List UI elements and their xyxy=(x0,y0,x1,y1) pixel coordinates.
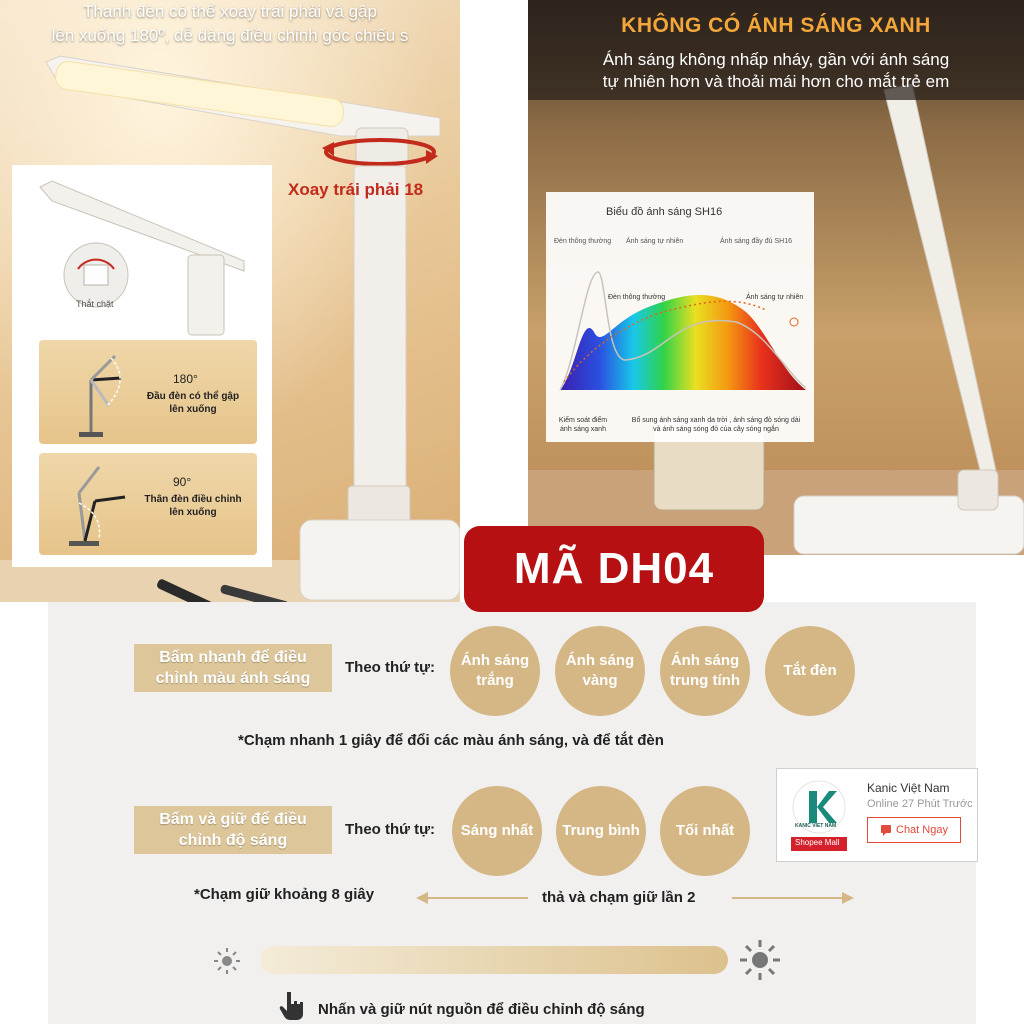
fold-body-desc-line2: lên xuống xyxy=(169,507,217,518)
bottom-note: Nhấn và giữ nút nguồn để điều chỉnh độ sáng xyxy=(318,1001,645,1018)
blue-light-subtitle-1: Ánh sáng không nhấp nháy, gần với ánh sáng xyxy=(602,50,950,69)
legend-normal: Đèn thông thường xyxy=(554,238,612,245)
hold-press-line1: Bấm và giữ để điều xyxy=(159,811,307,828)
step-neutral-line2: trung tính xyxy=(670,672,740,689)
blue-light-title: KHÔNG CÓ ÁNH SÁNG XANH xyxy=(621,14,931,37)
heading-line-2: lên xuống 180º, dễ dàng điều chỉnh góc chiếu s xyxy=(51,26,409,45)
shop-online-status: Online 27 Phút Trước xyxy=(867,798,973,810)
logo-text: KANIC VIET NAM xyxy=(795,823,837,829)
step-brightest xyxy=(452,786,542,876)
product-code-badge: MÃ DH04 xyxy=(464,526,764,612)
chat-icon xyxy=(880,824,892,836)
chat-now-button[interactable] xyxy=(867,817,961,843)
hold-press-box xyxy=(134,806,332,854)
release-note: thả và chạm giữ lần 2 xyxy=(542,889,696,906)
chart-bottom-left-note xyxy=(552,416,614,434)
fold-head-desc-line2: lên xuống xyxy=(169,404,217,415)
chart-bottom-left-line1: Kiểm soát điểm xyxy=(558,417,608,424)
step-white-light xyxy=(450,626,540,716)
quick-press-line2: chỉnh màu ánh sáng xyxy=(155,670,311,687)
quick-press-box xyxy=(134,644,332,692)
chart-bottom-right-note xyxy=(622,416,810,434)
order-label-row1: Theo thứ tự: xyxy=(345,659,436,676)
hand-pointer-icon xyxy=(278,990,304,1020)
step-yellow-line2: vàng xyxy=(582,672,618,689)
dim-sun-icon xyxy=(212,946,242,976)
chart-bottom-right-line1: Bổ sung ánh sáng xanh da trời , ánh sáng đỏ sóng dài xyxy=(631,417,801,424)
shop-name[interactable]: Kanic Việt Nam xyxy=(867,781,950,795)
label-normal-light: Đèn thông thường xyxy=(608,294,666,301)
step-neutral-light xyxy=(660,626,750,716)
fold-head-desc xyxy=(135,390,251,416)
step-medium-label: Trung bình xyxy=(562,822,640,839)
step-darkest xyxy=(660,786,750,876)
fold-body-card xyxy=(39,453,257,555)
step-neutral-line1: Ánh sáng xyxy=(670,652,740,669)
quick-press-line1: Bấm nhanh để điều xyxy=(159,649,307,666)
arrow-left-icon xyxy=(414,888,534,908)
step-off-line1: Tắt đèn xyxy=(783,662,837,679)
degree-90: 90° xyxy=(173,475,192,489)
hold-press-line2: chỉnh độ sáng xyxy=(178,832,288,849)
chart-bottom-left-line2: ánh sáng xanh xyxy=(560,426,606,433)
legend-sh16: Ánh sáng đầy đủ SH16 xyxy=(720,238,792,245)
step-yellow-line1: Ánh sáng xyxy=(565,652,635,669)
spectrum-graphic xyxy=(546,252,814,412)
step-darkest-label: Tối nhất xyxy=(675,822,735,839)
step-white-line2: trắng xyxy=(476,672,514,689)
chart-bottom-right-line2: và ánh sáng sóng đỏ của cây sóng ngắn xyxy=(653,426,779,433)
step-white-line1: Ánh sáng xyxy=(460,652,530,669)
fold-head-desc-line1: Đầu đèn có thể gập xyxy=(146,391,240,402)
shopee-mall-badge: Shopee Mall xyxy=(795,838,840,847)
fold-body-diagram xyxy=(39,453,129,555)
chat-now-label: Chat Ngay xyxy=(896,824,948,836)
brightness-bar xyxy=(260,946,728,974)
legend-natural: Ánh sáng tự nhiên xyxy=(626,238,684,245)
step-yellow-light xyxy=(555,626,645,716)
degree-180: 180° xyxy=(173,372,198,386)
step-medium xyxy=(556,786,646,876)
fold-head-card xyxy=(39,340,257,444)
heading-line-1: Thanh đèn có thể xoay trái phải và gập xyxy=(83,2,377,21)
step-light-off xyxy=(765,626,855,716)
fold-body-desc-line1: Thân đèn điều chỉnh xyxy=(144,494,242,505)
lamp-rotation-panel xyxy=(0,0,460,602)
spectrum-chart-card xyxy=(546,192,814,442)
rotate-label: Xoay trái phải 18 xyxy=(288,180,424,199)
bright-sun-icon xyxy=(738,938,782,982)
shop-card[interactable] xyxy=(776,768,978,862)
fold-body-desc xyxy=(135,493,251,519)
adjustment-inset xyxy=(12,165,272,567)
knob-label: Thắt chặt xyxy=(76,299,114,309)
quick-press-note: *Chạm nhanh 1 giây để đổi các màu ánh sáng, và để tắt đèn xyxy=(238,732,664,749)
order-label-row2: Theo thứ tự: xyxy=(345,821,436,838)
shop-logo xyxy=(785,777,853,853)
blue-light-subtitle-2: tự nhiên hơn và thoải mái hơn cho mắt trẻ em xyxy=(602,72,950,91)
fold-head-diagram xyxy=(39,340,129,444)
spectrum-chart-title: Biểu đồ ánh sáng SH16 xyxy=(606,206,723,218)
step-brightest-label: Sáng nhất xyxy=(460,822,534,839)
hold-duration-note: *Chạm giữ khoảng 8 giây xyxy=(194,886,375,903)
label-natural-light: Ánh sáng tự nhiên xyxy=(746,294,804,301)
arrow-right-icon xyxy=(728,888,858,908)
